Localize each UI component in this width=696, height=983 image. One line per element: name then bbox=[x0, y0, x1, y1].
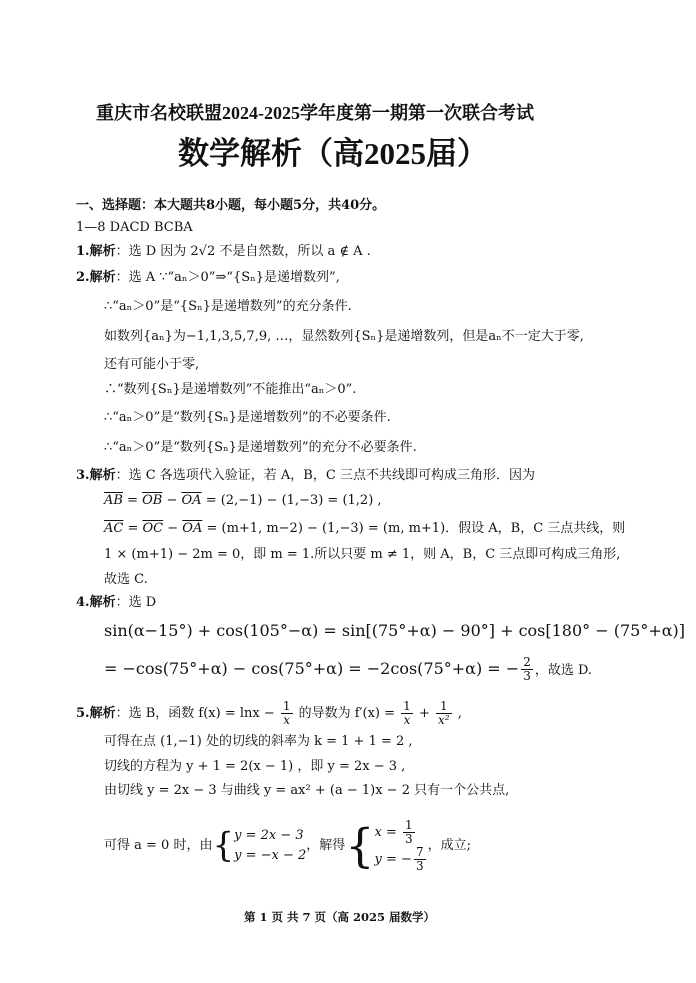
sys1-eq-1: y = 2x − 3 bbox=[234, 827, 304, 843]
q3-minus: − bbox=[162, 493, 182, 508]
q4-line-1 bbox=[76, 594, 156, 612]
sol-y-den: 3 bbox=[415, 858, 424, 873]
q3-result-1: = (2,−1) − (1,−3) = (1,2) , bbox=[201, 493, 382, 508]
q2-line-2: ∴“aₙ＞0”是“{Sₙ}是递增数列”的充分条件. bbox=[104, 299, 352, 314]
exam-subtitle: 数学解析（高2025届） bbox=[178, 136, 488, 171]
q3-minus-2: − bbox=[163, 521, 183, 536]
vector-oc: $\overline{OC}$ bbox=[142, 521, 164, 536]
sol-x-den: 3 bbox=[405, 831, 413, 846]
sol-y-num: 7 bbox=[415, 844, 424, 859]
sol-y-frac bbox=[414, 846, 426, 873]
vector-ac: $\overline{AC}$ bbox=[104, 521, 124, 536]
q1-text: ：选 D 因为 2√2 不是自然数，所以 a ∉ A . bbox=[115, 244, 371, 259]
page-footer: 第 1 页 共 7 页（高 2025 届数学） bbox=[244, 910, 436, 924]
q3-label: 3.解析 bbox=[76, 468, 116, 483]
q5-func: ：选 B，函数 f(x) = lnx − bbox=[115, 706, 279, 721]
q2-label: 2.解析 bbox=[76, 270, 116, 285]
q3-line-1 bbox=[76, 467, 535, 485]
q5-frac-3 bbox=[436, 700, 452, 727]
q5-line-4: 由切线 y = 2x − 3 与曲线 y = ax² + (a − 1)x − 2 只有一个公共点, bbox=[104, 783, 510, 798]
q4-fraction bbox=[521, 656, 533, 683]
sol-x bbox=[375, 819, 428, 846]
sol-x-frac bbox=[403, 819, 415, 846]
q4-text-1: ：选 D bbox=[115, 595, 157, 610]
q4-frac-num: 2 bbox=[523, 655, 531, 669]
q3-line-3 bbox=[104, 520, 625, 538]
sol-y bbox=[375, 846, 428, 873]
q2-line-3: 如数列{aₙ}为−1,1,3,5,7,9, …，显然数列{Sₙ}是递增数列，但是aₙ不一定大于零, bbox=[104, 329, 584, 344]
q4-line-3 bbox=[104, 656, 592, 684]
q5-comma: , bbox=[453, 706, 462, 721]
answer-key: 1—8 DACD BCBA bbox=[76, 220, 193, 235]
exam-title: 重庆市名校联盟2024-2025学年度第一期第一次联合考试 bbox=[96, 103, 534, 123]
q3-eq-2: = bbox=[123, 521, 143, 536]
q5-frac-1-num: 1 bbox=[282, 699, 291, 713]
q5-frac-1-den: x bbox=[283, 713, 291, 727]
q4-conclusion: ，故选 D. bbox=[534, 663, 593, 678]
q5-line-5 bbox=[104, 816, 471, 876]
q5-plus: + bbox=[414, 706, 434, 721]
q3-eq: = bbox=[122, 493, 143, 508]
sol-x-num: 1 bbox=[405, 817, 413, 832]
vector-oa-2: $\overline{OA}$ bbox=[182, 521, 203, 536]
q5-label: 5.解析 bbox=[76, 706, 116, 721]
q4-line-2: sin(α−15°) + cos(105°−α) = sin[(75°+α) − 90°] + cos[180° − (75°+α)] bbox=[104, 621, 686, 640]
sol-y-label: y = − bbox=[374, 851, 412, 867]
sol-x-label: x = bbox=[374, 824, 402, 840]
q1-line bbox=[76, 243, 371, 261]
q5-frac-2-num: 1 bbox=[403, 699, 411, 713]
q5-line-2: 可得在点 (1,−1) 处的切线的斜率为 k = 1 + 1 = 2 , bbox=[104, 734, 413, 749]
vector-ob: $\overline{OB}$ bbox=[142, 493, 163, 508]
q5-solve: ，解得 bbox=[306, 838, 346, 853]
q5-line-3: 切线的方程为 y + 1 = 2(x − 1) ，即 y = 2x − 3 , bbox=[104, 759, 406, 774]
q4-label: 4.解析 bbox=[76, 595, 116, 610]
q2-line-6: ∴“aₙ＞0”是“数列{Sₙ}是递增数列”的不必要条件. bbox=[104, 410, 391, 425]
q2-line-5: ∴“数列{Sₙ}是递增数列”不能推出“aₙ＞0”. bbox=[104, 382, 357, 397]
q3-line-4: 1 × (m+1) − 2m = 0，即 m = 1.所以只要 m ≠ 1，则 A，B，C 三点即可构成三角形, bbox=[104, 547, 621, 562]
q5-line-1 bbox=[76, 700, 462, 727]
q5-deriv: 的导数为 f′(x) = bbox=[294, 706, 400, 721]
q5-frac-1 bbox=[281, 700, 293, 727]
q3-line-2 bbox=[104, 492, 382, 510]
section-heading: 一、选择题：本大题共8小题，每小题5分，共40分。 bbox=[76, 198, 386, 213]
vector-oa: $\overline{OA}$ bbox=[181, 493, 202, 508]
q3-text-1: ：选 C 各选项代入验证，若 A，B，C 三点不共线即可构成三角形．因为 bbox=[115, 468, 535, 483]
q2-text-1: ：选 A ∵“aₙ＞0”⇒“{Sₙ}是递增数列”, bbox=[115, 270, 340, 285]
q3-line-5: 故选 C. bbox=[104, 572, 148, 587]
sys1-eq-2: y = −x − 2 bbox=[234, 847, 307, 863]
q3-result-2: = (m+1, m−2) − (1,−3) = (m, m+1)．假设 A，B，C 三点共线，则 bbox=[202, 521, 626, 536]
q5-frac-2 bbox=[401, 700, 413, 727]
system-brace-2: { bbox=[345, 818, 375, 873]
q4-frac-den: 3 bbox=[523, 669, 531, 683]
q4-expr: = −cos(75°+α) − cos(75°+α) = −2cos(75°+α) = − bbox=[104, 659, 520, 678]
q5-case: 可得 a = 0 时，由 bbox=[104, 838, 213, 853]
system-brace-1: { bbox=[212, 825, 235, 866]
solution-system bbox=[375, 819, 428, 873]
q2-line-4: 还有可能小于零, bbox=[104, 357, 200, 372]
q2-line-7: ∴“aₙ＞0”是“数列{Sₙ}是递增数列”的充分不必要条件. bbox=[104, 440, 417, 455]
equation-system-1 bbox=[234, 826, 306, 866]
q5-frac-3-num: 1 bbox=[436, 700, 452, 714]
q5-frac-2-den: x bbox=[403, 713, 411, 727]
q2-line-1 bbox=[76, 269, 340, 287]
q1-label: 1.解析 bbox=[76, 244, 116, 259]
q5-valid: ，成立; bbox=[427, 838, 471, 853]
q5-frac-3-den: x² bbox=[437, 713, 450, 727]
vector-ab: $\overline{AB}$ bbox=[104, 493, 123, 508]
